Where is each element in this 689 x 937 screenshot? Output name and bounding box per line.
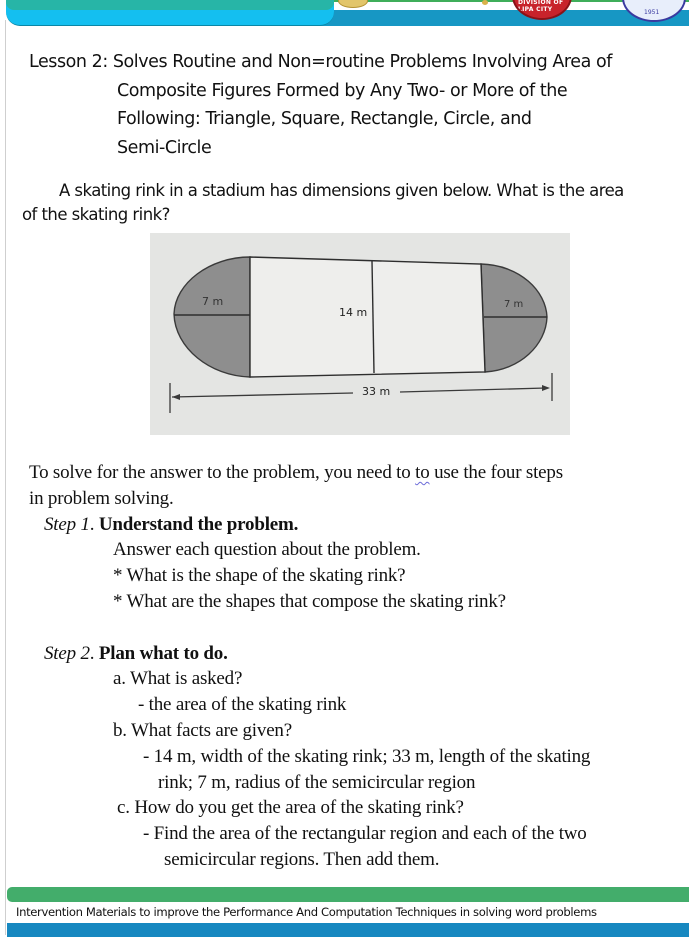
width-label: 14 m: [339, 306, 368, 319]
school-seal-year: 1951: [644, 9, 660, 16]
step1-line-1: Answer each question about the problem.: [113, 539, 421, 561]
step2-a-answer: - the area of the skating rink: [138, 694, 347, 716]
step2-b-question: b. What facts are given?: [113, 719, 292, 741]
header-dot-icon: [482, 0, 488, 5]
step2-dot: .: [89, 642, 99, 664]
division-seal-icon: [512, 0, 572, 20]
step2-b-answer-1: - 14 m, width of the skating rink; 33 m, length of the skating: [143, 745, 591, 767]
lesson-title-line-3: Following: Triangle, Square, Rectangle, Circle, and: [117, 109, 532, 129]
header-tab: [6, 0, 334, 26]
spacer: [29, 615, 689, 641]
footer-text: Intervention Materials to improve the Performance And Computation Techniques in solving word problems: [16, 905, 597, 919]
step2-c-answer-1: - Find the area of the rectangular region and each of the two: [143, 823, 587, 845]
spellcheck-flagged-word[interactable]: to: [415, 462, 430, 483]
lesson-title: [29, 48, 689, 162]
step2-title: Plan what to do.: [98, 642, 228, 664]
problem-statement: [22, 179, 689, 227]
step2-c-answer-2: semicircular regions. Then add them.: [164, 848, 440, 870]
intro-text-b: use the four steps: [429, 462, 563, 483]
step2-a-question: a. What is asked?: [113, 668, 243, 690]
step2-heading: [29, 641, 689, 667]
lesson-title-line-1: Lesson 2: Solves Routine and Non=routine Problems Involving Area of: [29, 52, 612, 72]
problem-line-2: of the skating rink?: [22, 205, 170, 224]
skating-rink-figure: [150, 233, 570, 435]
school-seal-icon: [622, 0, 686, 22]
step1-heading: [29, 512, 689, 538]
header-ornament-icon: [338, 0, 368, 8]
left-radius-label: 7 m: [202, 295, 224, 308]
right-radius-label: 7 m: [504, 299, 524, 310]
step2-c-question: c. How do you get the area of the skating rink?: [117, 797, 464, 819]
step2-b-answer-2: rink; 7 m, radius of the semicircular region: [158, 771, 476, 793]
intro-line-1: [29, 460, 689, 486]
page-left-border: [5, 20, 6, 935]
header-banner: [0, 0, 689, 28]
step2-label: Step 2: [44, 642, 90, 664]
solution-steps: [29, 460, 689, 873]
footer-green-bar: [7, 887, 689, 902]
step1-title: Understand the problem.: [98, 513, 299, 535]
lesson-title-line-2: Composite Figures Formed by Any Two- or More of the: [117, 80, 568, 101]
length-label: 33 m: [362, 385, 391, 398]
lesson-title-line-4: Semi-Circle: [117, 137, 212, 158]
step1-label: Step 1: [44, 513, 90, 535]
problem-line-1: A skating rink in a stadium has dimensions given below. What is the area: [59, 181, 624, 200]
division-seal-text: DIVISION OF LIPA CITY: [518, 0, 564, 13]
step1-line-2: * What is the shape of the skating rink?: [113, 565, 406, 587]
intro-text-a: To solve for the answer to the problem, you need to: [29, 462, 416, 483]
step1-line-3: * What are the shapes that compose the skating rink?: [113, 590, 506, 612]
skating-rink-diagram: [150, 233, 570, 435]
step1-dot: .: [89, 513, 99, 535]
intro-line-2: in problem solving.: [29, 487, 174, 509]
